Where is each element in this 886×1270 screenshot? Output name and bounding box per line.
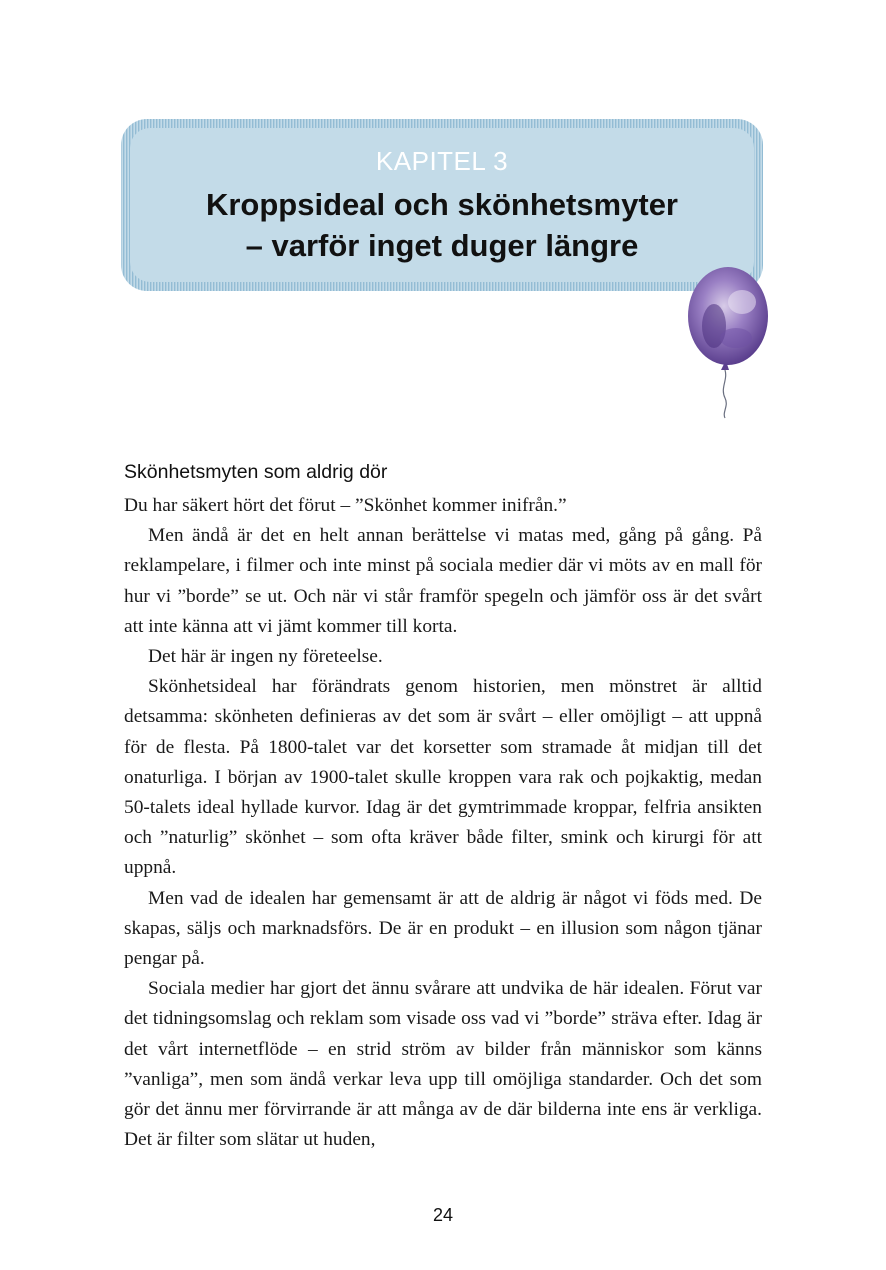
paragraph: Sociala medier har gjort det ännu svårare att undvika de här idealen. Förut var det tidningsomslag och reklam som visade oss vad vi ”borde” sträva efter. Idag är det vårt internetflöde – en strid ström av bilder från människor som känns ”vanliga”, men som ändå verkar leva upp till omöjliga standarder. Och det som gör det ännu mer förvirrande är att många av de där bilderna inte ens är verkliga. Det är filter som slätar ut huden,: [124, 978, 762, 1151]
paragraph: Skönhetsideal har förändrats genom historien, men mönstret är alltid detsamma: skönheten definieras av det som är svårt – eller omöjligt – att uppnå för de flesta. På 1800-talet var det korsetter som stramade åt midjan till det onaturliga. I början av 1900-talet skulle kroppen vara rak och pojkaktig, medan 50-talets ideal hyllade kurvor. Idag är det gymtrimmade kroppar, felfria ansikten och ”naturlig” skönhet – som ofta kräver både filter, smink och kirurgi för att uppnå.: [124, 676, 762, 879]
paragraph: Det här är ingen ny företeelse.: [148, 646, 383, 668]
chapter-header: [120, 118, 764, 292]
paragraph: Du har säkert hört det förut – ”Skönhet kommer inifrån.”: [124, 495, 567, 516]
chapter-title-line-2: – varför inget duger längre: [245, 228, 639, 263]
paragraph: Men ändå är det en helt annan berättelse vi matas med, gång på gång. På reklampelare, i filmer och inte minst på sociala medier där vi möts av en mall för hur vi ”borde” se ut. Och när vi står framför spegeln och jämför oss är det svårt att inte känna att vi jämt kommer till korta.: [124, 525, 762, 637]
watercolor-balloon-icon: [684, 266, 774, 422]
paragraph: Men vad de idealen har gemensamt är att de aldrig är något vi föds med. De skapas, säljs och marknadsförs. De är en produkt – en illusion som någon tjänar pengar på.: [124, 887, 762, 970]
chapter-title-line-1: Kroppsideal och skönhetsmyter: [205, 187, 678, 222]
chapter-label: KAPITEL 3: [375, 146, 509, 176]
page-number: 24: [432, 1205, 454, 1225]
section-heading: Skönhetsmyten som aldrig dör: [124, 461, 388, 483]
body-text: [124, 491, 762, 1155]
chapter-title: [120, 184, 764, 266]
